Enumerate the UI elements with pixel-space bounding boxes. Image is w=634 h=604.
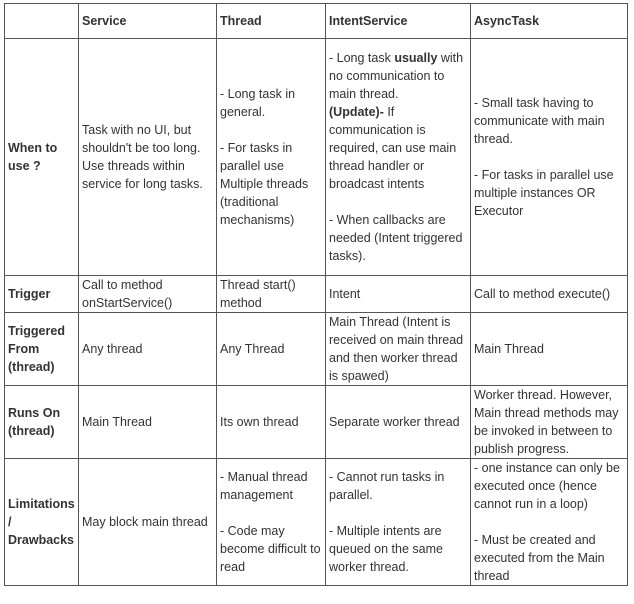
cell-trigger-intentservice: Intent xyxy=(326,276,471,313)
cell-from-asynctask: Main Thread xyxy=(471,313,628,386)
table-row xyxy=(5,39,628,276)
cell-trigger-thread: Thread start() method xyxy=(217,276,326,313)
cell-trigger-asynctask: Call to method execute() xyxy=(471,276,628,313)
header-empty xyxy=(5,4,79,39)
cell-runs-intentservice: Separate worker thread xyxy=(326,386,471,459)
when-intentservice-usually: usually xyxy=(394,51,438,65)
cell-runs-asynctask: Worker thread. However, Main thread methods may be invoked in between to publish progress. xyxy=(471,386,628,459)
when-intentservice-update-text: If communication is required, can use main thread handler or broadcast intents xyxy=(329,105,457,191)
header-asynctask: AsyncTask xyxy=(471,4,628,39)
cell-runs-thread: Its own thread xyxy=(217,386,326,459)
cell-when-asynctask: - Small task having to communicate with main thread. - For tasks in parallel use multiple instances OR Executor xyxy=(471,39,628,276)
cell-limits-service: May block main thread xyxy=(79,459,217,586)
when-intentservice-part1-pre: - Long task xyxy=(329,51,395,65)
row-label-runs-on: Runs On (thread) xyxy=(5,386,79,459)
cell-runs-service: Main Thread xyxy=(79,386,217,459)
table-row xyxy=(5,313,628,386)
cell-limits-asynctask: - one instance can only be executed once (hence cannot run in a loop) - Must be created and executed from the Main thread xyxy=(471,459,628,586)
header-row xyxy=(5,4,628,39)
when-intentservice-update-label: (Update)- xyxy=(329,105,384,119)
cell-when-intentservice xyxy=(326,39,471,276)
row-label-limitations: Limitations / Drawbacks xyxy=(5,459,79,586)
cell-from-service: Any thread xyxy=(79,313,217,386)
table-row xyxy=(5,276,628,313)
row-label-triggered-from: Triggered From (thread) xyxy=(5,313,79,386)
when-intentservice-part3: - When callbacks are needed (Intent triggered tasks). xyxy=(329,213,463,263)
cell-limits-intentservice: - Cannot run tasks in parallel. - Multiple intents are queued on the same worker thread. xyxy=(326,459,471,586)
comparison-table xyxy=(4,3,628,586)
row-label-trigger: Trigger xyxy=(5,276,79,313)
cell-when-thread: - Long task in general. - For tasks in parallel use Multiple threads (traditional mechanisms) xyxy=(217,39,326,276)
cell-from-thread: Any Thread xyxy=(217,313,326,386)
cell-from-intentservice: Main Thread (Intent is received on main thread and then worker thread is spawed) xyxy=(326,313,471,386)
cell-trigger-service: Call to method onStartService() xyxy=(79,276,217,313)
header-service: Service xyxy=(79,4,217,39)
row-label-when-to-use: When to use ? xyxy=(5,39,79,276)
when-intentservice-part1-post: with no communication to main thread. xyxy=(329,51,464,101)
header-intentservice: IntentService xyxy=(326,4,471,39)
cell-limits-thread: - Manual thread management - Code may become difficult to read xyxy=(217,459,326,586)
table-row xyxy=(5,459,628,586)
header-thread: Thread xyxy=(217,4,326,39)
cell-when-service: Task with no UI, but shouldn't be too long. Use threads within service for long tasks. xyxy=(79,39,217,276)
table-row xyxy=(5,386,628,459)
